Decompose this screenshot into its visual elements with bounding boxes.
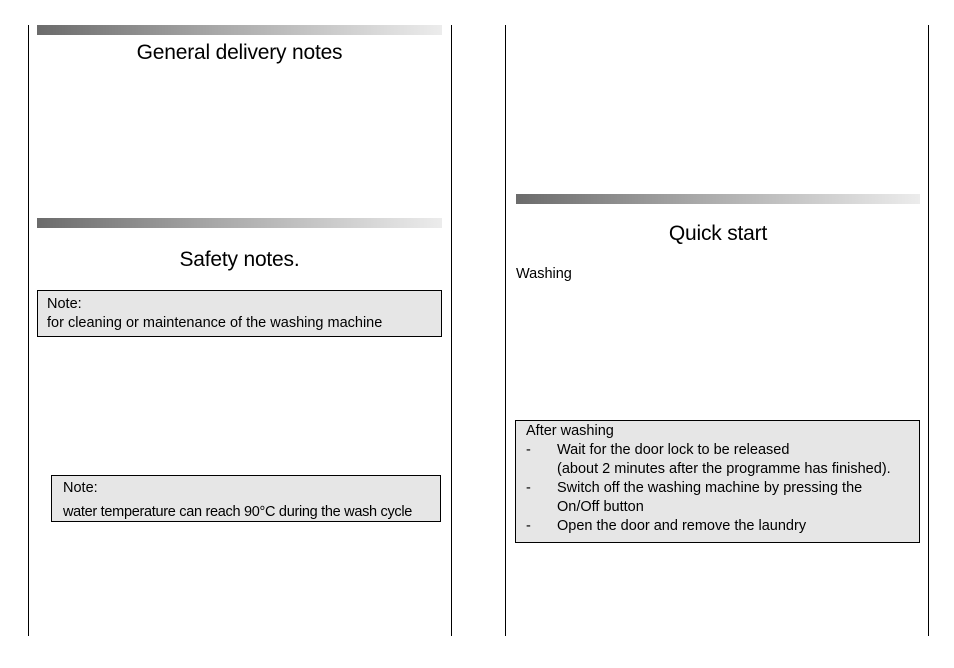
list-item — [526, 441, 915, 479]
list-item — [526, 479, 915, 517]
after-washing-title: After washing — [526, 423, 614, 439]
left-page-border — [28, 25, 29, 636]
list-item — [526, 517, 915, 536]
left-page-border-right — [451, 25, 452, 636]
section-bar-quick-start — [516, 194, 920, 204]
note-box-maintenance — [37, 290, 442, 337]
right-page-border — [505, 25, 506, 636]
note-text: water temperature can reach 90°C during the wash cycle — [63, 504, 413, 520]
note-label: Note: — [63, 480, 98, 496]
list-dash: - — [526, 480, 531, 496]
section-bar-delivery — [37, 25, 442, 35]
list-dash: - — [526, 442, 531, 458]
note-box-temperature — [51, 475, 441, 522]
list-item-text: (about 2 minutes after the programme has finished). — [557, 461, 891, 477]
list-item-text: Switch off the washing machine by pressing the — [557, 480, 863, 496]
note-text: for cleaning or maintenance of the washing machine — [47, 315, 383, 331]
section-bar-safety — [37, 218, 442, 228]
after-washing-box — [515, 420, 920, 543]
delivery-notes-title: General delivery notes — [136, 41, 343, 64]
note-label: Note: — [47, 296, 82, 312]
right-page-border-right — [928, 25, 929, 636]
washing-label: Washing — [516, 266, 572, 282]
list-item-text: Open the door and remove the laundry — [557, 518, 807, 534]
quick-start-title: Quick start — [668, 222, 768, 245]
list-item-text: On/Off button — [557, 499, 644, 515]
safety-notes-title: Safety notes. — [179, 248, 300, 271]
list-item-text: Wait for the door lock to be released — [557, 442, 790, 458]
list-dash: - — [526, 518, 531, 534]
